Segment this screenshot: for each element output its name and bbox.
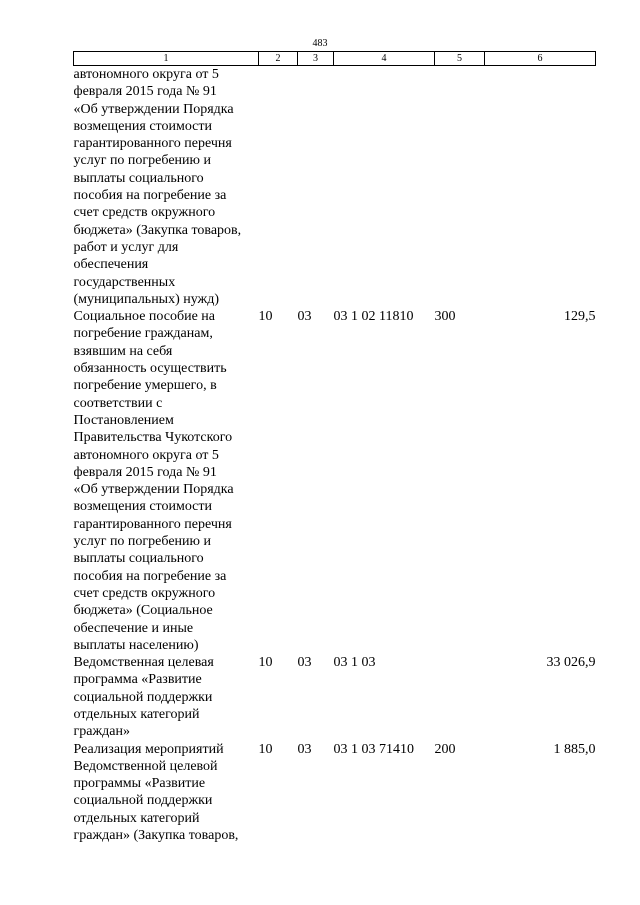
amount bbox=[485, 66, 596, 309]
header-col-1: 1 bbox=[74, 52, 259, 66]
page-number: 483 bbox=[312, 38, 328, 49]
table-header bbox=[74, 52, 596, 66]
header-col-3: 3 bbox=[298, 52, 334, 66]
section-code: 10 bbox=[258, 309, 273, 325]
row-description bbox=[74, 654, 259, 740]
header-col-5: 5 bbox=[435, 52, 485, 66]
header-col-2: 2 bbox=[259, 52, 298, 66]
section-code: 10 bbox=[258, 741, 273, 757]
header-row bbox=[74, 52, 596, 66]
header-col-4: 4 bbox=[334, 52, 435, 66]
target-article-code: 03 1 03 bbox=[333, 655, 376, 671]
expense-type-code bbox=[435, 66, 485, 309]
description-text: Ведомственная целевая программа «Развитие социальной поддержки отдельных категорий граждан» bbox=[73, 655, 214, 740]
row-description bbox=[74, 308, 259, 654]
description-text: автономного округа от 5 февраля 2015 года № 91 «Об утверждении Порядка возмещения стоимости гарантированного перечня услуг по погребению и выплаты социального пособия на погребение за счет средств окружного бюджета» (Закупка товаров, работ и услуг для обеспечения государственных (муниципальных) нужд) bbox=[73, 67, 242, 307]
target-article-code: 03 1 02 11810 bbox=[333, 309, 414, 325]
expense-type-code bbox=[435, 654, 485, 740]
description-text: Реализация мероприятий Ведомственной целевой программы «Развитие социальной поддержки отдельных категорий граждан» (Закупка товаров, bbox=[73, 741, 239, 844]
target-article-code: 03 1 03 71410 bbox=[333, 741, 414, 757]
subsection-code: 03 bbox=[297, 655, 312, 671]
row-description bbox=[74, 741, 259, 845]
section-code: 10 bbox=[258, 655, 273, 671]
table-row bbox=[74, 654, 596, 740]
section-code bbox=[259, 66, 298, 309]
table-row bbox=[74, 741, 596, 845]
subsection-code: 03 bbox=[297, 741, 312, 757]
table-body bbox=[74, 66, 596, 845]
subsection-code bbox=[298, 66, 334, 309]
header-col-6: 6 bbox=[485, 52, 596, 66]
budget-table bbox=[73, 51, 596, 844]
table-row bbox=[74, 308, 596, 654]
amount: 33 026,9 bbox=[546, 655, 596, 671]
table-row bbox=[74, 66, 596, 309]
subsection-code: 03 bbox=[297, 309, 312, 325]
description-text: Социальное пособие на погребение гражданам, взявшим на себя обязанность осуществить погребение умершего, в соответствии с Постановлением Правительства Чукотского автономного округа от 5 февраля 2015 года № 91 «Об утверждении Порядка возмещения стоимости гарантированного перечня услуг по погребению и выплаты социального пособия на погребение за счет средств окружного бюджета» (Социальное обеспечение и иные выплаты населению) bbox=[73, 309, 234, 653]
target-article-code bbox=[334, 66, 435, 309]
row-description bbox=[74, 66, 259, 309]
amount: 129,5 bbox=[564, 309, 596, 325]
expense-type-code: 300 bbox=[434, 309, 456, 325]
expense-type-code: 200 bbox=[434, 741, 456, 757]
amount: 1 885,0 bbox=[553, 741, 596, 757]
